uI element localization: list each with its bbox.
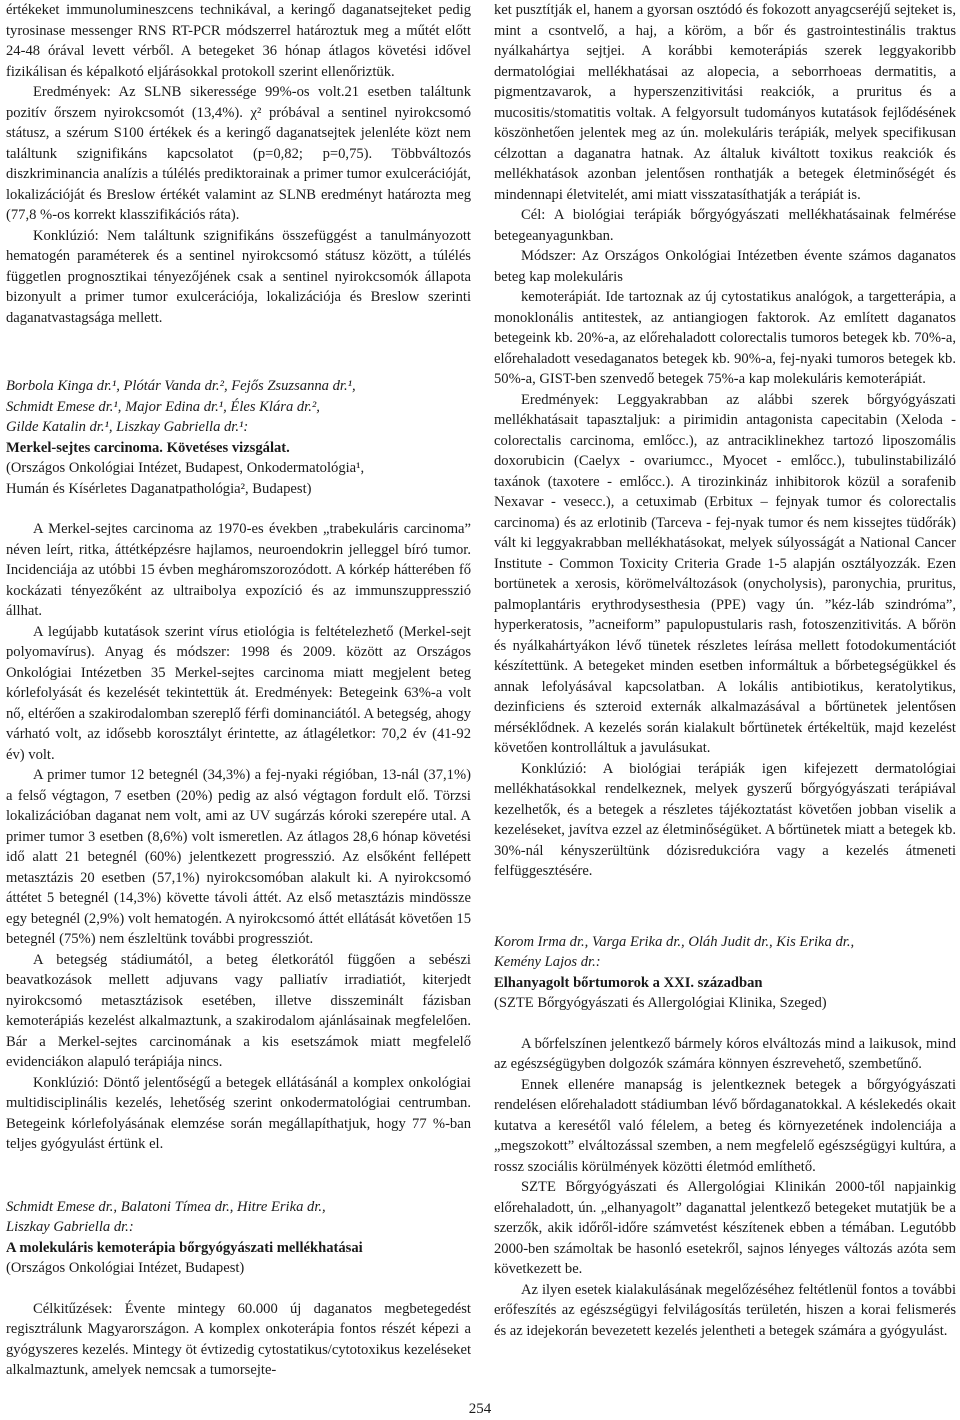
- institution: (SZTE Bőrgyógyászati és Allergológiai Klinika, Szeged): [494, 995, 827, 1011]
- author-list: Korom Irma dr., Varga Erika dr., Oláh Judit dr., Kis Erika dr.,: [494, 933, 855, 950]
- paragraph: Konklúzió: Nem találtunk szignifikáns összefüggést a tanulmányozott hematogén paraméterek és a sentinel nyirokcsomó státusz között, a túlélés független prognosztikai tényezőjének csak a sentinel nyirokcsomók állapota bizonyult a primer tumor exulcerációja, lokalizációja és Breslow szerinti daganatvastagsága mellett.: [6, 227, 471, 326]
- paragraph: Cél: A biológiai terápiák bőrgyógyászati mellékhatásainak felmérése betegeanyagunkban.: [494, 207, 956, 244]
- author-list: Schmidt Emese dr., Balatoni Tímea dr., Hitre Erika dr.,: [6, 1198, 326, 1215]
- abstract-title: Elhanyagolt bőrtumorok a XXI. században: [494, 974, 763, 991]
- paragraph: A legújabb kutatások szerint vírus etiológia is feltételezhető (Merkel-sejt polyomavírus). Anyag és módszer: 1998 és 2009. között az Országos Onkológiai Intézetben 35 Merkel-sejtes carcinoma miatt megjelent beteg kórlefolyását és kezelését tekintettük át. Eredmények: Betegeink 63%-a volt nő, eltérően a szakirodalomban szereplő férfi dominanciától. A betegség, ahogy várható volt, az idősebb korosztályt érintette, az átlagéletkor: 70,2 év (41-92 év) volt.: [6, 623, 471, 763]
- left-column: [6, 0, 471, 1381]
- institution: (Országos Onkológiai Intézet, Budapest, Onkodermatológia¹,: [6, 460, 365, 476]
- paragraph: A betegség stádiumától, a beteg életkorától függően a sebészi beavatkozások mellett adjuvans vagy palliatív irradiatiót, kiterjedt nyirokcsomó metasztázisok esetében, illetve disszeminált fázisban kemoterápiás kezelést alkalmaztunk, a szakirodalom ajánlásainak megfelelően. Bár a Merkel-sejtes carcinomának a kis esetszámok miatt megfelelő evidenciákon alapuló terápiája nincs.: [6, 951, 471, 1070]
- paragraph: értékeket immunolumineszcens technikával, a keringő daganatsejteket pedig tyrosinase messenger RNS RT-PCR módszerrel határoztuk meg a műtét előtt 24-48 órával levett vérből. A betegeket 36 hónap átlagos követési idővel fizikálisan és képalkotó eljárásokkal protokoll szerint ellenőriztük.: [6, 2, 471, 80]
- right-column: [494, 0, 956, 1341]
- abstract-title: Merkel-sejtes carcinoma. Követéses vizsgálat.: [6, 439, 290, 456]
- author-list: Kemény Lajos dr.:: [494, 954, 601, 970]
- paragraph: Célkitűzések: Évente mintegy 60.000 új daganatos megbetegedést regisztrálunk Magyarországon. A komplex onkoterápia fontos részét képezi a gyógyszeres kezelés. Mintegy öt évtizedig cytostatikus/cytotoxikus kezeléseket alkalmaztunk, amelyek nemcsak a tumorsejte-: [6, 1300, 471, 1378]
- paragraph: A primer tumor 12 betegnél (34,3%) a fej-nyaki régióban, 13-nál (37,1%) a felső végtagon, 7 esetben (20%) pedig az alsó végtagon fordult elő. Törzsi lokalizációban daganat nem volt, ami az UV sugárzás kóroki szerepére utal. A primer tumor 3 esetben (8,6%) volt ismeretlen. Az átlagos 28,6 hónap követési idő alatt 21 betegnél (60%) jelentkezett progresszió. Az elsőként fellépett metasztázis 20 esetben (57,1%) nyirokcsomóban alakult ki. A nyirokcsomó áttétet 5 betegnél (14,3%) követte távoli áttét. Az első metasztázis mindössze egy betegnél (2,9%) volt hematogén. A nyirokcsomó áttét ellátását követően 15 betegnél (75%) nem észleltünk további progressziót.: [6, 767, 471, 947]
- abstract-title: A molekuláris kemoterápia bőrgyógyászati mellékhatásai: [6, 1239, 363, 1256]
- paragraph: ket pusztítják el, hanem a gyorsan osztódó és fokozott anyagcseréjű sejteket is, mint a csontvelő, a haj, a köröm, a bőr és gastrointestinális traktus nyálkahártya sejtjei. A korábbi kemoterápiás szerek leggyakoribb dermatológiai mellékhatásai az alopecia, a seborrhoeas dermatitis, a pigmentzavarok, a hyperszenzitivitási reakciók, a pruritus és a mucositis/stomatitis voltak. A felgyorsult tudományos kutatások fejlődésének köszönhetően jelentek meg az ún. molekuláris terápiák, melyek specifikusan célzottan a daganatra hatnak. Az általuk kiváltott toxikus reakciók és mellékhatások azonban jelentősen ronthatják a betegek életminőségét és mindennapi életvitelét, ami miatt visszatasíthatják a terápiát is.: [494, 2, 956, 203]
- abstract-neglected-tumors: [494, 932, 956, 1342]
- paragraph: Konklúzió: A biológiai terápiák igen kifejezett dermatológiai mellékhatásokkal rendelkeznek, melyek gyszerű bőrgyógyászati terápiával kezelhetők, és a betegek a részletes tájékoztatást követően jobban viselik a kezeléseket, javítva ezzel az életminőségüket. A bőrtünetek miatt a betegek kb. 30%-nál kényszerültünk dózisredukcióra vagy a kezelés átmeneti felfüggesztésére.: [494, 760, 956, 879]
- author-list: Gilde Katalin dr.¹, Liszkay Gabriella dr.¹:: [6, 419, 249, 435]
- institution: Humán és Kísérletes Daganatpathológia², Budapest): [6, 480, 312, 497]
- paragraph: Eredmények: Leggyakrabban az alábbi szerek bőrgyógyászati mellékhatásait tapasztaljuk: a pirimidin antagonista capecitabin (Xeloda - colorectalis carcinoma, emlőcc.), az antraciklinekhez tartozó liposzomális doxorubicin (Caelyx - ovariumcc., Myocet - emlőcc.), tubulinstabilizáló taxánok (taxotere - emlőcc.). A tirozinkináz inhibitorok közül a sorafenib Nexavar - vesecc.), a cetuximab (Erbitux – fejnyak tumor és colorectalis carcinoma) és az erlotinib (Tarceva - fej-nyak tumor és nem kissejtes tüdőrák) vált ki leggyakrabban mellékhatásokat, melyek súlyosságát a National Cancer Institute - Common Toxicity Criteria Grade 1-5 alapján osztályozzák. Ezen bortünetek a xerosis, körömelváltozások (onycholysis), paronychia, pruritus, palmoplantáris erythrodysesthesia (PPE) vagy ún. ”kéz-láb szindróma”, hyperkeratosis, ”acneiform” papulopustularis rash, fotoszenzitivitás. A bőrön és nyálkahártyákon lévő tünetek részletes leírása mellett fotodokumentációt készítettünk. A betegeket minden esetben informáltuk a bőrbetegségükkel és annak lefolyásával kapcsolatban. A lokális antibiotikus, keratolytikus, dezinficiens és szteroid externák alkalmazásával a bőrtünetek jelentősen mérséklődnek. A kezelés során kialakult bőrtünetek értékeltük, majd kezelést követően kontrolláltuk a javulásukat.: [494, 391, 956, 756]
- institution: (Országos Onkológiai Intézet, Budapest): [6, 1260, 245, 1276]
- paragraph: Az ilyen esetek kialakulásának megelőzéséhez feltétlenül fontos a további erőfeszítés az egészségügyi felvilágosítás területén, hiszen a korai felismerés és az idejekorán bevezetett kezelés jelentheti a betegek számára a gyógyulást.: [494, 1281, 956, 1339]
- paragraph: A Merkel-sejtes carcinoma az 1970-es években „trabekuláris carcinoma” néven leírt, ritka, áttétképzésre hajlamos, neuroendokrin jelleggel bíró tumor. Incidenciája az utóbbi 15 évben megháromszorozódott. A kórkép hátterében fő kockázati tényezőként az ultraibolya expozíció és az immunszuppresszió állhat.: [6, 521, 471, 619]
- paragraph: kemoterápiát. Ide tartoznak az új cytostatikus analógok, a targetterápia, a monoklonális antitestek, az antiangiogen faktorok. Az említett daganatos betegeink kb. 20%-a, az előrehaladott colorectalis tumoros betegek kb. 70%-a, előrehaladott vesedaganatos betegek kb. 90%-a, fej-nyaki tumoros betegek kb. 50%-a, GIST-ben szenvedő betegek 75%-a kap molekuláris kemoterápiát.: [494, 289, 956, 387]
- paragraph: Ennek ellenére manapság is jelentkeznek betegek a bőrgyógyászati rendelésen előrehaladott stádiumban lévő bőrdaganatokkal. A késlekedés okait kutatva a keresétől való félelem, a beteg és környezetének indolenciája a „megszokott” elváltozással szemben, a nem megfelelő egészségügyi kultúra, a rossz szociális körülmények közötti életmód említhető.: [494, 1076, 956, 1175]
- paragraph: Módszer: Az Országos Onkológiai Intézetben évente számos daganatos beteg kap molekuláris: [494, 248, 956, 285]
- abstract-merkel: [6, 376, 471, 1155]
- author-list: Liszkay Gabriella dr.:: [6, 1219, 134, 1235]
- paragraph: Konklúzió: Döntő jelentőségű a betegek ellátásánál a komplex onkológiai multidisciplinális kezelés, lehetőség szerint onkodermatológiai centrumban. Betegeink kórlefolyásának elemzése során megállapíthatjuk, hogy 77 %-ban teljes gyógyulást értünk el.: [6, 1074, 471, 1152]
- page-number: 254: [468, 1401, 492, 1417]
- paragraph: SZTE Bőrgyógyászati és Allergológiai Klinikán 2000-től napjainkig előrehaladott, ún. „elhanyagolt” daganattal jelentkező betegeket mutatjük be a szerzők, akik időről-időre számvetést készítenek ebben a témában. Legutóbb 2000-ben számoltak be hasonló esetekről, sajnos lényeges változás azóta sem következett be.: [494, 1179, 956, 1277]
- paragraph: Eredmények: Az SLNB sikeressége 99%-os volt.21 esetben találtunk pozitív őrszem nyirokcsomót (13,4%). χ² próbával a sentinel nyirokcsomó státusz, a szérum S100 értékek és a keringő daganatsejtek jelenléte közt nem találtunk szignifikáns kapcsolatot (p=0,82; p=0,75). Többváltozós diszkriminancia analízis a túlélés prediktorainak a primer tumor exulcerációját, lokalizációját és Breslow értékét valamint az SLNB eredményt határozta meg (77,8 %-os korrekt klasszifikációs ráta).: [6, 84, 471, 223]
- author-list: Schmidt Emese dr.¹, Major Edina dr.¹, Éles Klára dr.²,: [6, 398, 320, 415]
- abstract-molecular-chemo: [6, 1197, 471, 1381]
- author-list: Borbola Kinga dr.¹, Plótár Vanda dr.², Fejős Zsuzsanna dr.¹,: [6, 378, 356, 394]
- paragraph: A bőrfelszínen jelentkező bármely kóros elváltozás mind a laikusok, mind az egészségügyben dolgozók számára könnyen észrevehető, szembetűnő.: [494, 1035, 956, 1072]
